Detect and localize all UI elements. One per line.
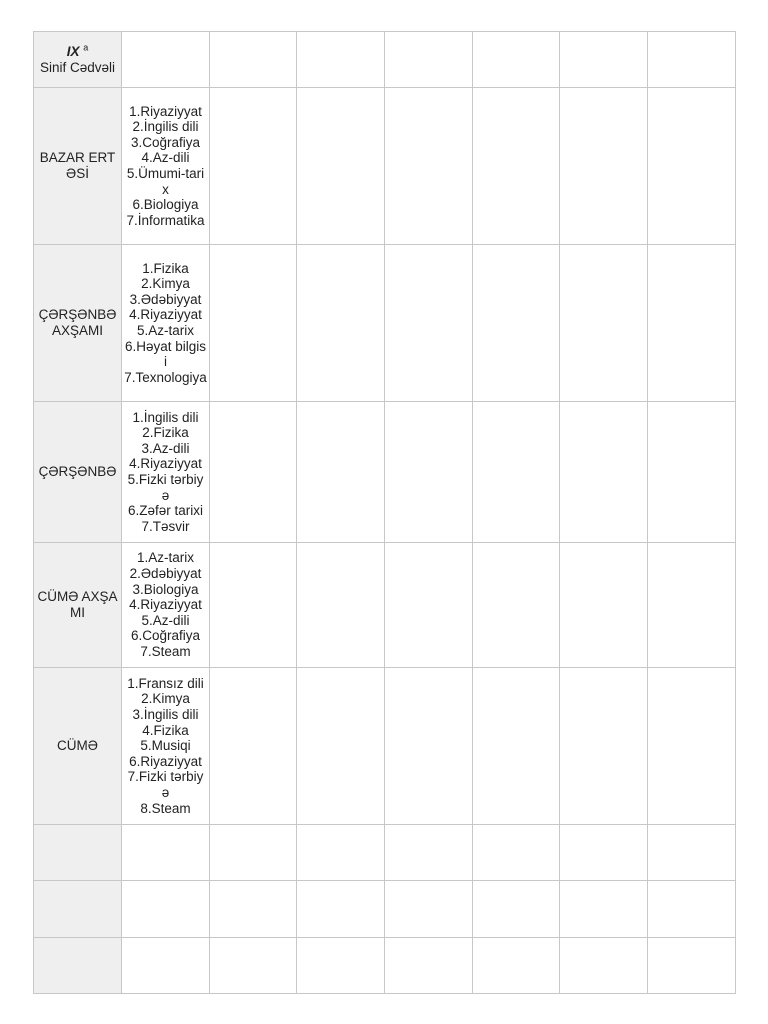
empty-cell <box>210 825 297 881</box>
empty-cell <box>210 938 297 994</box>
day-row <box>34 543 736 668</box>
day-name: ÇƏRŞƏNBƏ AXŞAMI <box>38 307 117 338</box>
subject-item: 1.Az-tarix <box>136 550 194 566</box>
empty-cell <box>385 245 473 402</box>
empty-cell <box>210 881 297 938</box>
empty-cell <box>473 668 560 825</box>
blank-day-cell <box>34 938 122 994</box>
empty-cell <box>560 668 648 825</box>
header-empty-cell <box>560 32 648 88</box>
empty-cell <box>297 543 385 668</box>
class-schedule-table <box>33 31 736 994</box>
subjects-cell <box>122 245 210 402</box>
empty-cell <box>648 88 736 245</box>
header-empty-cell <box>210 32 297 88</box>
day-name-cell <box>34 668 122 825</box>
subject-item: 5.Musiqi <box>140 738 191 754</box>
day-row <box>34 88 736 245</box>
blank-day-cell <box>34 825 122 881</box>
day-name-cell <box>34 543 122 668</box>
empty-cell <box>385 88 473 245</box>
empty-cell <box>648 825 736 881</box>
header-empty-cell <box>473 32 560 88</box>
subject-item: 2.Kimya <box>141 276 190 292</box>
empty-cell <box>648 402 736 543</box>
empty-cell <box>122 938 210 994</box>
subject-item: 3.Biologiya <box>132 581 199 597</box>
blank-row <box>34 938 736 994</box>
subject-item: 3.Az-dili <box>141 440 190 456</box>
subject-item: 7.Təsvir <box>141 518 190 534</box>
empty-cell <box>560 402 648 543</box>
subject-item: 5.Fizki tərbiyə <box>127 472 204 503</box>
subject-item: 4.Riyaziyyat <box>129 307 202 323</box>
empty-cell <box>297 938 385 994</box>
day-name-cell <box>34 402 122 543</box>
empty-cell <box>473 88 560 245</box>
blank-day-cell <box>34 881 122 938</box>
empty-cell <box>560 88 648 245</box>
subject-item: 4.Az-dili <box>141 150 190 166</box>
header-empty-cell <box>122 32 210 88</box>
day-name: CÜMƏ AXŞAMI <box>37 589 118 620</box>
empty-cell <box>648 245 736 402</box>
subject-item: 4.Riyaziyyat <box>129 456 202 472</box>
class-title-text: Sinif Cədvəli <box>39 59 116 75</box>
empty-cell <box>210 402 297 543</box>
subjects-cell <box>122 402 210 543</box>
subject-item: 4.Fizika <box>142 722 189 738</box>
empty-cell <box>560 938 648 994</box>
subject-item: 8.Steam <box>140 800 191 816</box>
empty-cell <box>385 402 473 543</box>
header-row <box>34 32 736 88</box>
subject-item: 2.İngilis dili <box>132 119 199 135</box>
empty-cell <box>297 88 385 245</box>
day-row <box>34 668 736 825</box>
subject-item: 2.Fizika <box>142 425 189 441</box>
header-empty-cell <box>297 32 385 88</box>
subject-item: 3.İngilis dili <box>132 707 199 723</box>
empty-cell <box>385 668 473 825</box>
day-name: ÇƏRŞƏNBƏ <box>38 464 117 480</box>
class-number: IX <box>66 43 80 59</box>
day-name-cell <box>34 245 122 402</box>
subject-item: 1.Riyaziyyat <box>129 103 202 119</box>
empty-cell <box>648 938 736 994</box>
subjects-cell <box>122 668 210 825</box>
empty-cell <box>560 881 648 938</box>
empty-cell <box>385 825 473 881</box>
class-suffix: a <box>83 42 89 53</box>
subject-item: 2.Kimya <box>141 691 190 707</box>
subject-item: 7.Texnologiya <box>124 369 207 385</box>
class-title-cell <box>34 32 122 88</box>
empty-cell <box>473 543 560 668</box>
blank-row <box>34 881 736 938</box>
subject-item: 3.Ədəbiyyat <box>129 291 202 307</box>
empty-cell <box>210 668 297 825</box>
schedule-body <box>34 32 736 994</box>
subject-item: 3.Coğrafiya <box>130 134 201 150</box>
empty-cell <box>385 881 473 938</box>
empty-cell <box>297 881 385 938</box>
empty-cell <box>473 938 560 994</box>
subject-item: 6.Zəfər tarixi <box>127 503 204 519</box>
empty-cell <box>648 881 736 938</box>
subject-item: 1.İngilis dili <box>132 409 199 425</box>
empty-cell <box>473 245 560 402</box>
day-name-cell <box>34 88 122 245</box>
empty-cell <box>210 245 297 402</box>
day-name: CÜMƏ <box>57 738 98 754</box>
empty-cell <box>210 543 297 668</box>
empty-cell <box>560 245 648 402</box>
subject-item: 2.Ədəbiyyat <box>129 566 202 582</box>
empty-cell <box>473 825 560 881</box>
subject-item: 5.Ümumi-tarix <box>126 166 205 197</box>
subject-item: 6.Riyaziyyat <box>129 753 202 769</box>
subject-item: 1.Fizika <box>142 260 189 276</box>
day-name: BAZAR ERTƏSİ <box>39 150 116 181</box>
empty-cell <box>122 881 210 938</box>
empty-cell <box>385 938 473 994</box>
empty-cell <box>297 245 385 402</box>
empty-cell <box>473 402 560 543</box>
subject-item: 6.Həyat bilgisi <box>124 338 207 370</box>
empty-cell <box>297 668 385 825</box>
subject-item: 6.Coğrafiya <box>130 628 201 644</box>
empty-cell <box>297 825 385 881</box>
empty-cell <box>210 88 297 245</box>
day-row <box>34 402 736 543</box>
empty-cell <box>560 543 648 668</box>
subject-item: 7.Steam <box>140 643 191 659</box>
subject-item: 5.Az-dili <box>141 612 190 628</box>
subject-item: 7.İnformatika <box>126 212 205 228</box>
subjects-cell <box>122 543 210 668</box>
day-row <box>34 245 736 402</box>
subject-item: 7.Fizki tərbiyə <box>127 769 204 800</box>
subjects-cell <box>122 88 210 245</box>
subject-item: 5.Az-tarix <box>136 323 194 338</box>
empty-cell <box>122 825 210 881</box>
subject-item: 4.Riyaziyyat <box>129 597 202 613</box>
blank-row <box>34 825 736 881</box>
empty-cell <box>648 543 736 668</box>
empty-cell <box>560 825 648 881</box>
empty-cell <box>385 543 473 668</box>
empty-cell <box>648 668 736 825</box>
subject-item: 6.Biologiya <box>132 197 199 213</box>
subject-item: 1.Fransız dili <box>127 675 204 691</box>
empty-cell <box>297 402 385 543</box>
header-empty-cell <box>648 32 736 88</box>
header-empty-cell <box>385 32 473 88</box>
empty-cell <box>473 881 560 938</box>
